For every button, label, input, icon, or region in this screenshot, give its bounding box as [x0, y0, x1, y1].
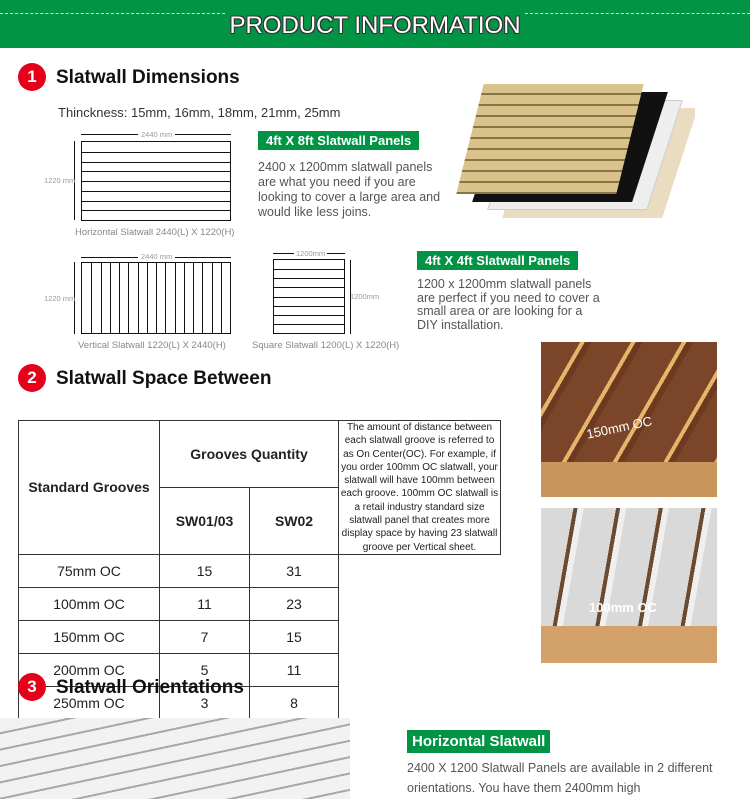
panel-description-4x4: 1200 x 1200mm slatwall panels are perfect if you need to cover a small area or are looking for a DIY installation. [417, 277, 600, 332]
caption: Square Slatwall 1200(L) X 1220(H) [252, 340, 400, 351]
sw02-qty: 31 [250, 554, 339, 587]
groove-spacing: 150mm OC [19, 620, 160, 653]
photo-label: 100mm OC [589, 600, 657, 615]
slatwall-panels-photo [450, 78, 695, 233]
table-row [19, 620, 501, 653]
groove-line [82, 201, 230, 202]
sw02-qty: 15 [250, 620, 339, 653]
width-label: 1200mm [296, 249, 326, 258]
oc-explanation: The amount of distance between each slatwall groove is referred to as On Center(OC). For example, if you order 100mm OC slatwall, your slatwall will have 100mm between each groove. 100mm OC slatwall is a retail industry standard size slatwall panel that creates more display space by having 23 slatwall groove per Vertical sheet. [339, 421, 501, 555]
grooves-table [18, 420, 501, 720]
header-sw01-03: SW01/03 [160, 487, 250, 554]
header-grooves-quantity: Grooves Quantity [160, 421, 339, 488]
orientation-label: Horizontal Slatwall [407, 730, 550, 753]
groove-line [138, 263, 139, 333]
section-number-badge: 1 [18, 63, 46, 91]
groove-spacing: 100mm OC [19, 587, 160, 620]
sw02-qty: 8 [250, 686, 339, 719]
square-slatwall-drawing [273, 259, 345, 334]
table-row [19, 554, 501, 587]
width-label: 2440 mm [138, 130, 175, 139]
table-row [19, 587, 501, 620]
groove-line [274, 287, 344, 288]
sw02-qty: 11 [250, 653, 339, 686]
section-number-badge: 2 [18, 364, 46, 392]
groove-line [91, 263, 92, 333]
groove-spacing: 200mm OC [19, 653, 160, 686]
groove-line [274, 324, 344, 325]
sw01-03-qty: 15 [160, 554, 250, 587]
sw01-03-qty: 7 [160, 620, 250, 653]
orientation-description: 2400 X 1200 Slatwall Panels are available in 2 different orientations. You have them 2400mm high [407, 761, 713, 795]
panel-label-4x4: 4ft X 4ft Slatwall Panels [417, 251, 578, 270]
100mm-oc-photo [541, 508, 717, 663]
section-number-badge: 3 [18, 673, 46, 701]
horizontal-slatwall-drawing [81, 141, 231, 221]
section-heading: Slatwall Orientations [56, 677, 244, 698]
groove-spacing: 75mm OC [19, 554, 160, 587]
height-label: 1220 mm [44, 294, 76, 303]
header-banner [0, 0, 750, 48]
groove-line [156, 263, 157, 333]
groove-line [274, 306, 344, 307]
groove-line [82, 181, 230, 182]
height-label: 1200mm [350, 292, 380, 301]
groove-line [184, 263, 185, 333]
groove-line [82, 162, 230, 163]
groove-line [110, 263, 111, 333]
groove-line [128, 263, 129, 333]
panel-description-4x8: 2400 x 1200mm slatwall panels are what you need if you are looking to cover a large area and would like less joins. [258, 160, 441, 219]
groove-line [221, 263, 222, 333]
groove-line [82, 171, 230, 172]
sw01-03-qty: 11 [160, 587, 250, 620]
section-heading: Slatwall Space Between [56, 368, 272, 389]
header-sw02: SW02 [250, 487, 339, 554]
panel-label-4x8: 4ft X 8ft Slatwall Panels [258, 131, 419, 150]
groove-line [274, 278, 344, 279]
groove-line [119, 263, 120, 333]
page-title: PRODUCT INFORMATION [229, 12, 521, 39]
150mm-oc-photo [541, 342, 717, 497]
groove-line [202, 263, 203, 333]
groove-line [101, 263, 102, 333]
sw01-03-qty: 5 [160, 653, 250, 686]
groove-line [175, 263, 176, 333]
groove-line [82, 210, 230, 211]
sw01-03-qty: 3 [160, 686, 250, 719]
sw02-qty: 23 [250, 587, 339, 620]
horizontal-slatwall-photo [0, 718, 350, 799]
groove-spacing: 250mm OC [19, 686, 160, 719]
groove-line [165, 263, 166, 333]
vertical-slatwall-drawing [81, 262, 231, 334]
caption: Horizontal Slatwall 2440(L) X 1220(H) [75, 227, 235, 238]
groove-line [212, 263, 213, 333]
section-heading: Slatwall Dimensions [56, 67, 240, 88]
width-label: 2440 mm [138, 252, 175, 261]
groove-line [147, 263, 148, 333]
caption: Vertical Slatwall 1220(L) X 2440(H) [78, 340, 226, 351]
groove-line [82, 191, 230, 192]
groove-line [274, 297, 344, 298]
groove-line [274, 315, 344, 316]
groove-line [82, 152, 230, 153]
header-standard-grooves: Standard Grooves [19, 421, 160, 555]
photo-label: 150mm OC [585, 413, 654, 442]
groove-line [274, 269, 344, 270]
groove-line [193, 263, 194, 333]
height-label: 1220 mm [44, 176, 76, 185]
thickness-text: Thinckness: 15mm, 16mm, 18mm, 21mm, 25mm [58, 105, 341, 120]
